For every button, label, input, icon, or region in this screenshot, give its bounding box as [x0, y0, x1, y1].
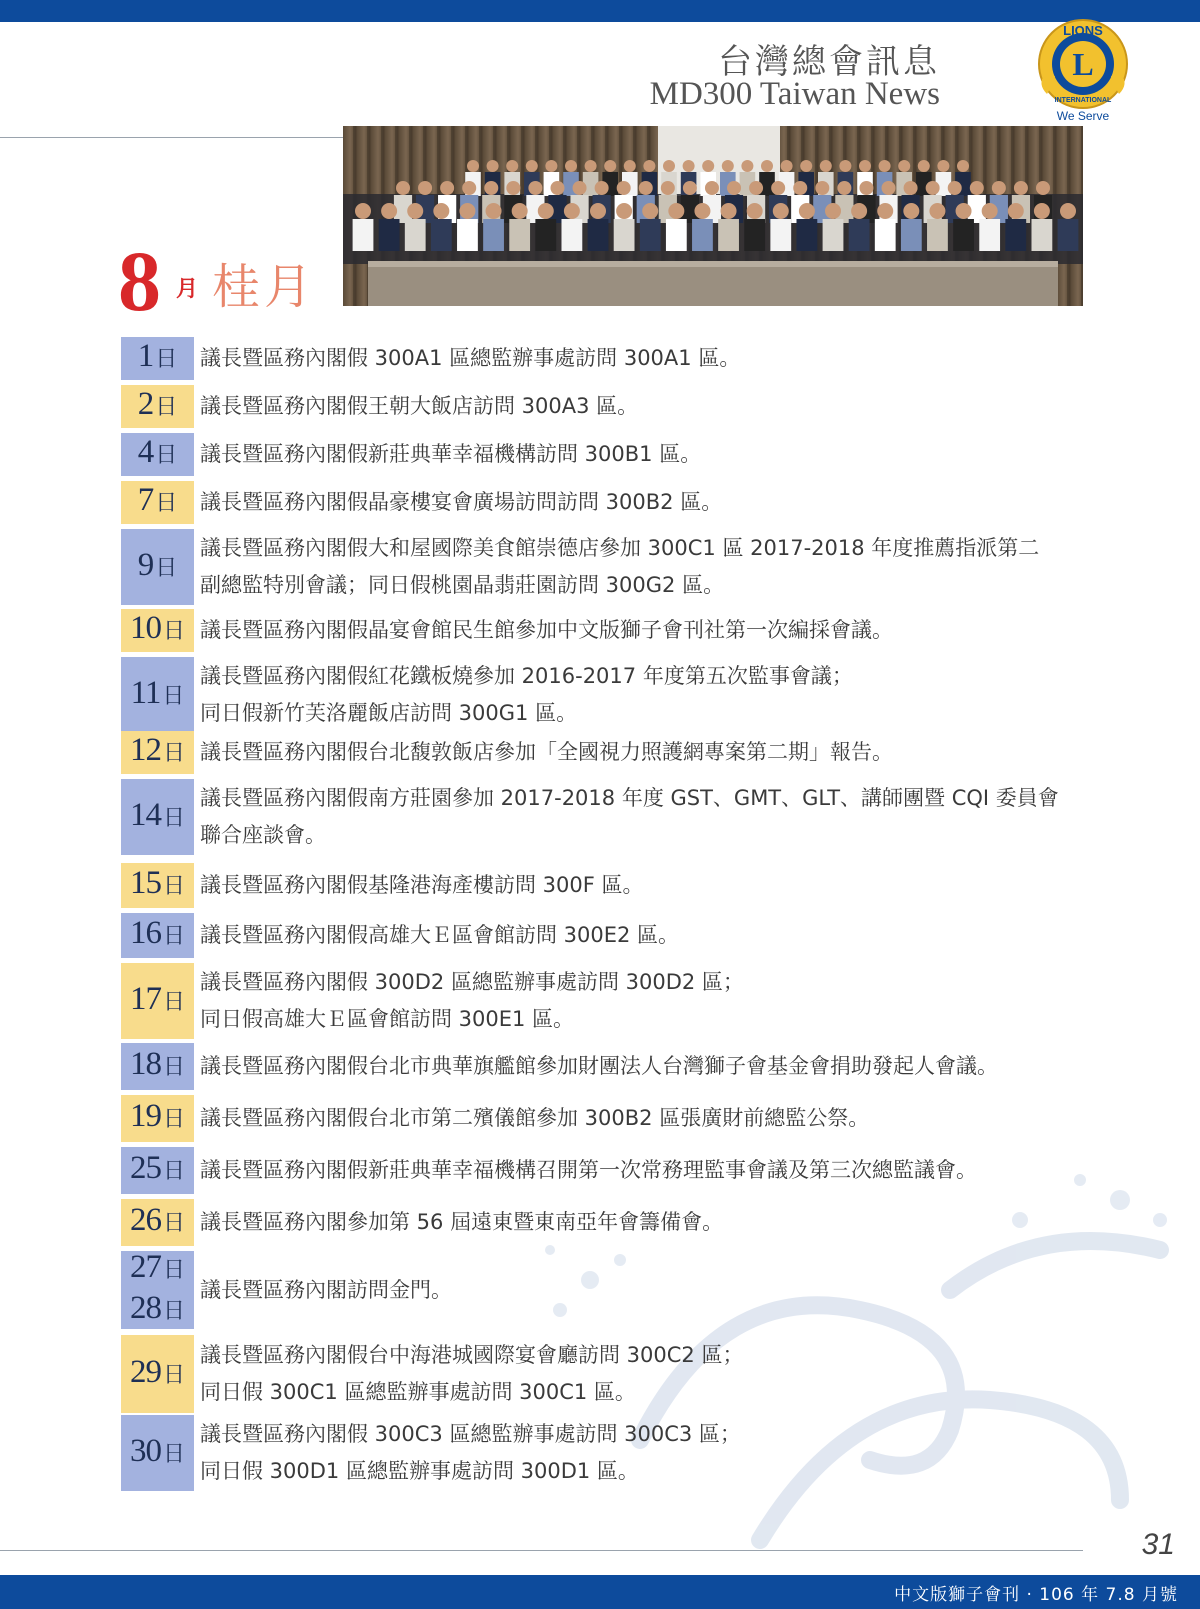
date-unit: 日: [162, 1159, 185, 1184]
entry-text-line: 議長暨區務內閣假 300D2 區總監辦事處訪問 300D2 區；: [200, 970, 744, 994]
date-number: 4: [137, 434, 154, 470]
footer-publication: 中文版獅子會刊 · 106 年 7.8 月號: [894, 1585, 1178, 1605]
date-badge: [121, 913, 194, 958]
entry-text: [200, 609, 1130, 652]
schedule-entry: [121, 657, 1121, 733]
entry-text-line: 議長暨區務內閣假台北市第二殯儀館參加 300B2 區張廣財前總監公祭。: [200, 1106, 870, 1130]
logo-letter: L: [1072, 46, 1094, 82]
date-number: 2: [137, 386, 154, 422]
date-unit: 日: [162, 1258, 185, 1283]
entry-text: [200, 1095, 1130, 1142]
date-unit: 日: [162, 1107, 185, 1132]
date-number: 17: [129, 980, 161, 1017]
date-number: 14: [129, 796, 161, 833]
date-number: 10: [129, 610, 161, 646]
date-unit: 日: [162, 924, 185, 949]
date-line: [138, 434, 178, 475]
entry-text-line: 議長暨區務內閣假南方莊園參加 2017-2018 年度 GST、GMT、GLT、講師團暨 CQI 委員會: [200, 786, 1059, 810]
date-badge: [121, 433, 194, 476]
date-badge: [121, 1095, 194, 1142]
date-badge: [121, 481, 194, 524]
date-badge: [121, 1251, 194, 1329]
date-unit: 日: [162, 1299, 185, 1324]
entry-text-line: 同日假高雄大Ｅ區會館訪問 300E1 區。: [200, 1007, 575, 1031]
date-number: 15: [129, 865, 161, 901]
date-unit: 日: [162, 1055, 185, 1080]
entry-text: [200, 1335, 1130, 1413]
date-line: [130, 981, 185, 1022]
entry-text: [200, 385, 1130, 428]
schedule-entry: [121, 731, 1121, 774]
date-number: 28: [129, 1290, 161, 1326]
date-line: [130, 1290, 185, 1331]
schedule-entry: [121, 433, 1121, 476]
date-badge: [121, 779, 194, 855]
entry-text-line: 議長暨區務內閣假基隆港海產樓訪問 300F 區。: [200, 873, 644, 897]
schedule-entry: [121, 481, 1121, 524]
entry-text-line: 聯合座談會。: [200, 823, 326, 847]
page-number: 31: [1141, 1528, 1175, 1561]
entry-text-line: 同日假新竹芙洛麗飯店訪問 300G1 區。: [200, 701, 578, 725]
date-line: [138, 482, 178, 523]
date-unit: 日: [155, 555, 178, 581]
header-title-english: MD300 Taiwan News: [649, 76, 940, 112]
entry-text-line: 議長暨區務內閣假 300C3 區總監辦事處訪問 300C3 區；: [200, 1422, 741, 1446]
date-number: 9: [137, 546, 154, 583]
date-badge: [121, 385, 194, 428]
schedule-entry: [121, 529, 1121, 605]
schedule-entry: [121, 1043, 1121, 1090]
schedule-entry: [121, 1095, 1121, 1142]
date-badge: [121, 963, 194, 1039]
date-number: 18: [129, 1046, 161, 1082]
entry-text: [200, 481, 1130, 524]
date-unit: 日: [155, 491, 178, 516]
entry-text-line: 議長暨區務內閣假台北馥敦飯店參加「全國視力照護網專案第二期」報告。: [200, 740, 893, 764]
entry-text-line: 議長暨區務內閣假高雄大Ｅ區會館訪問 300E2 區。: [200, 923, 680, 947]
entry-text: [200, 1147, 1130, 1194]
date-unit: 日: [155, 395, 178, 420]
date-number: 11: [130, 674, 161, 711]
date-number: 29: [129, 1353, 161, 1390]
date-line: [130, 1354, 185, 1395]
entry-text: [200, 863, 1130, 908]
logo-bottom-text: INTERNATIONAL: [1054, 97, 1112, 104]
entry-text: [200, 1199, 1130, 1246]
date-badge: [121, 337, 194, 380]
logo-slogan: We Serve: [1056, 109, 1110, 123]
entry-text: [200, 433, 1130, 476]
date-badge: [121, 863, 194, 908]
group-photo: [343, 126, 1083, 306]
schedule-entry: [121, 963, 1121, 1039]
entry-text: [200, 1043, 1130, 1090]
entry-text-line: 議長暨區務內閣假台中海港城國際宴會廳訪問 300C2 區；: [200, 1343, 744, 1367]
date-line: [138, 338, 178, 379]
date-line: [130, 610, 185, 651]
entry-text-line: 議長暨區務內閣假新莊典華幸福機構訪問 300B1 區。: [200, 442, 702, 466]
date-unit: 日: [162, 874, 185, 899]
schedule-entry: [121, 1199, 1121, 1246]
entry-text: [200, 529, 1130, 605]
date-number: 1: [137, 338, 154, 374]
entry-text-line: 議長暨區務內閣假王朝大飯店訪問 300A3 區。: [200, 394, 639, 418]
entry-text-line: 議長暨區務內閣假台北市典華旗艦館參加財團法人台灣獅子會基金會捐助發起人會議。: [200, 1054, 998, 1078]
date-line: [138, 547, 178, 588]
schedule-entry: [121, 863, 1121, 908]
entry-text-line: 議長暨區務內閣假大和屋國際美食館崇德店參加 300C1 區 2017-2018 年度推薦指派第二: [200, 536, 1040, 560]
logo-top-text: LIONS: [1063, 23, 1103, 38]
entry-text-line: 副總監特別會議；同日假桃園晶翡莊園訪問 300G2 區。: [200, 573, 725, 597]
schedule-entry: [121, 1147, 1121, 1194]
date-line: [130, 1249, 185, 1290]
date-badge: [121, 657, 194, 733]
date-badge: [121, 1147, 194, 1194]
schedule-entry: [121, 1251, 1121, 1329]
date-unit: 日: [155, 443, 178, 468]
date-line: [138, 386, 178, 427]
date-badge: [121, 609, 194, 652]
entry-text-line: 議長暨區務內閣假新莊典華幸福機構召開第一次常務理監事會議及第三次總監議會。: [200, 1158, 977, 1182]
entry-text: [200, 337, 1130, 380]
schedule-entry: [121, 1415, 1121, 1491]
entry-text: [200, 779, 1130, 855]
date-unit: 日: [162, 741, 185, 766]
date-unit: 日: [162, 1362, 185, 1388]
entry-text: [200, 1251, 1130, 1329]
date-badge: [121, 1335, 194, 1413]
date-number: 26: [129, 1202, 161, 1238]
month-name: 桂月: [212, 259, 317, 315]
entry-text: [200, 731, 1130, 774]
month-number: 8: [118, 233, 161, 329]
entry-text: [200, 1415, 1130, 1491]
date-badge: [121, 1415, 194, 1491]
date-unit: 日: [162, 805, 185, 831]
date-line: [130, 1202, 185, 1243]
date-number: 30: [129, 1432, 161, 1469]
entry-text-line: 議長暨區務內閣參加第 56 屆遠東暨東南亞年會籌備會。: [200, 1210, 724, 1234]
date-unit: 日: [162, 619, 185, 644]
date-line: [130, 915, 185, 956]
entry-text-line: 同日假 300C1 區總監辦事處訪問 300C1 區。: [200, 1380, 636, 1404]
schedule-entry: [121, 385, 1121, 428]
entry-text-line: 議長暨區務內閣假晶宴會館民生館參加中文版獅子會刊社第一次編採會議。: [200, 618, 893, 642]
date-badge: [121, 1043, 194, 1090]
date-badge: [121, 1199, 194, 1246]
schedule-entry: [121, 337, 1121, 380]
date-badge: [121, 529, 194, 605]
entry-text-line: 議長暨區務內閣訪問金門。: [200, 1277, 452, 1302]
date-line: [131, 675, 185, 716]
entry-text: [200, 657, 1130, 733]
date-number: 12: [129, 732, 161, 768]
date-number: 16: [129, 915, 161, 951]
date-unit: 日: [162, 683, 185, 709]
entry-text-line: 議長暨區務內閣假 300A1 區總監辦事處訪問 300A1 區。: [200, 346, 741, 370]
date-badge: [121, 731, 194, 774]
schedule-entry: [121, 1335, 1121, 1413]
date-line: [130, 865, 185, 906]
schedule-entry: [121, 609, 1121, 652]
date-line: [130, 1433, 185, 1474]
date-unit: 日: [162, 1211, 185, 1236]
date-line: [130, 1098, 185, 1139]
date-unit: 日: [162, 1441, 185, 1467]
entry-text: [200, 913, 1130, 958]
date-line: [130, 732, 185, 773]
top-brand-bar: [0, 0, 1200, 22]
schedule-entry: [121, 779, 1121, 855]
entry-text-line: 議長暨區務內閣假紅花鐵板燒參加 2016-2017 年度第五次監事會議；: [200, 664, 853, 688]
month-unit: 月: [176, 277, 199, 302]
date-number: 19: [129, 1098, 161, 1134]
header-title-chinese: 台灣總會訊息: [718, 42, 940, 82]
date-line: [130, 1046, 185, 1087]
entry-text-line: 議長暨區務內閣假晶豪樓宴會廣場訪問訪問 300B2 區。: [200, 490, 723, 514]
entry-text-line: 同日假 300D1 區總監辦事處訪問 300D1 區。: [200, 1459, 639, 1483]
date-unit: 日: [155, 347, 178, 372]
date-line: [130, 797, 185, 838]
date-number: 27: [129, 1249, 161, 1285]
footer-divider: [0, 1550, 1083, 1551]
date-line: [130, 1150, 185, 1191]
header-divider: [0, 137, 345, 138]
schedule-entry: [121, 913, 1121, 958]
date-number: 25: [129, 1150, 161, 1186]
entry-text: [200, 963, 1130, 1039]
date-number: 7: [137, 482, 154, 518]
date-unit: 日: [162, 989, 185, 1015]
